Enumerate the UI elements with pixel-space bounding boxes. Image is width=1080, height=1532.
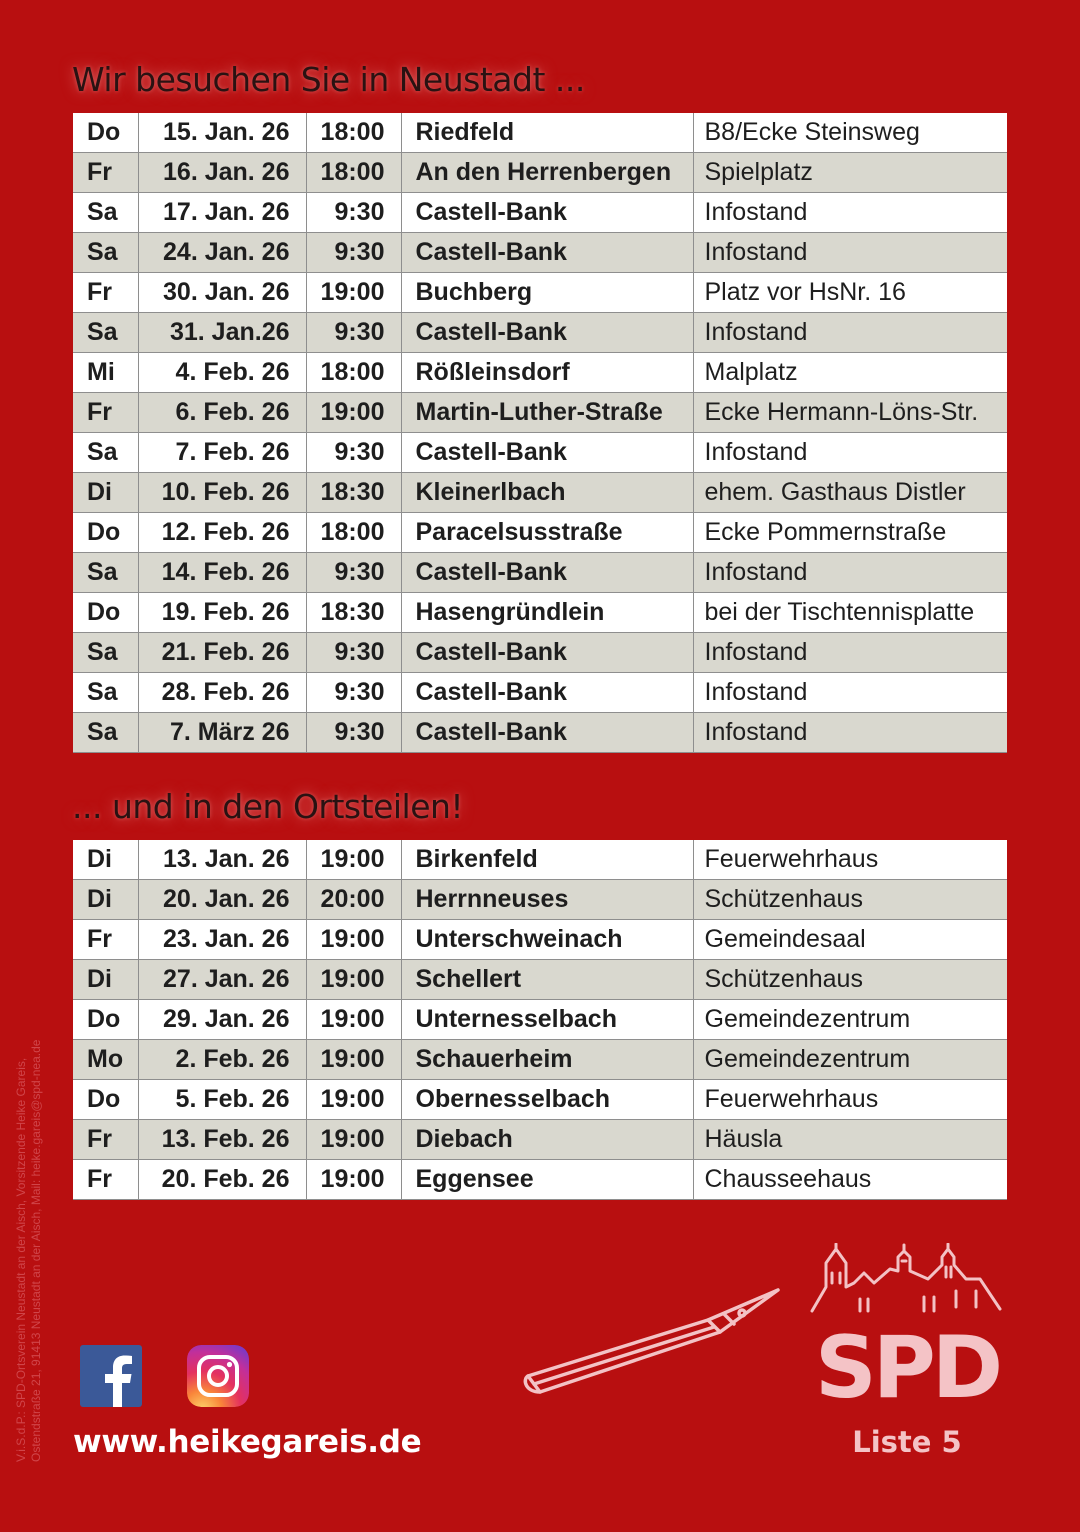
time-cell: 19:00 bbox=[306, 960, 401, 1000]
place-cell: Häusla bbox=[693, 1120, 1007, 1160]
time-cell: 9:30 bbox=[306, 633, 401, 673]
heading-neustadt: Wir besuchen Sie in Neustadt ... bbox=[72, 60, 585, 99]
day-cell: Do bbox=[73, 113, 138, 153]
facebook-icon[interactable] bbox=[80, 1345, 142, 1407]
date-cell: 21. Feb. 26 bbox=[138, 633, 306, 673]
table-row bbox=[73, 1040, 1007, 1080]
place-cell: Chausseehaus bbox=[693, 1160, 1007, 1200]
facebook-logo bbox=[80, 1345, 142, 1407]
pen-icon bbox=[520, 1280, 790, 1410]
time-cell: 19:00 bbox=[306, 1000, 401, 1040]
location-cell: Schellert bbox=[401, 960, 693, 1000]
schedule-table-neustadt bbox=[73, 113, 1007, 753]
date-cell: 31. Jan.26 bbox=[138, 313, 306, 353]
location-cell: Castell-Bank bbox=[401, 193, 693, 233]
location-cell: Castell-Bank bbox=[401, 313, 693, 353]
time-cell: 18:00 bbox=[306, 113, 401, 153]
day-cell: Sa bbox=[73, 433, 138, 473]
location-cell: Unterschweinach bbox=[401, 920, 693, 960]
instagram-logo bbox=[187, 1345, 249, 1407]
day-cell: Di bbox=[73, 960, 138, 1000]
day-cell: Do bbox=[73, 1000, 138, 1040]
location-cell: Unternesselbach bbox=[401, 1000, 693, 1040]
location-cell: Kleinerlbach bbox=[401, 473, 693, 513]
table-row bbox=[73, 880, 1007, 920]
day-cell: Sa bbox=[73, 553, 138, 593]
place-cell: Infostand bbox=[693, 673, 1007, 713]
place-cell: Malplatz bbox=[693, 353, 1007, 393]
location-cell: Eggensee bbox=[401, 1160, 693, 1200]
date-cell: 5. Feb. 26 bbox=[138, 1080, 306, 1120]
date-cell: 13. Feb. 26 bbox=[138, 1120, 306, 1160]
place-cell: Infostand bbox=[693, 553, 1007, 593]
imprint bbox=[14, 942, 44, 1462]
table-row bbox=[73, 433, 1007, 473]
time-cell: 19:00 bbox=[306, 1080, 401, 1120]
instagram-icon[interactable] bbox=[187, 1345, 249, 1407]
time-cell: 19:00 bbox=[306, 1160, 401, 1200]
location-cell: Castell-Bank bbox=[401, 233, 693, 273]
place-cell: Platz vor HsNr. 16 bbox=[693, 273, 1007, 313]
table-row bbox=[73, 1000, 1007, 1040]
place-cell: B8/Ecke Steinsweg bbox=[693, 113, 1007, 153]
time-cell: 9:30 bbox=[306, 713, 401, 753]
day-cell: Fr bbox=[73, 1120, 138, 1160]
date-cell: 4. Feb. 26 bbox=[138, 353, 306, 393]
place-cell: Gemeindezentrum bbox=[693, 1040, 1007, 1080]
place-cell: Ecke Hermann-Löns-Str. bbox=[693, 393, 1007, 433]
place-cell: Feuerwehrhaus bbox=[693, 1080, 1007, 1120]
time-cell: 9:30 bbox=[306, 433, 401, 473]
table-row bbox=[73, 313, 1007, 353]
location-cell: Paracelsusstraße bbox=[401, 513, 693, 553]
day-cell: Sa bbox=[73, 193, 138, 233]
day-cell: Do bbox=[73, 1080, 138, 1120]
place-cell: Infostand bbox=[693, 433, 1007, 473]
location-cell: An den Herrenbergen bbox=[401, 153, 693, 193]
date-cell: 17. Jan. 26 bbox=[138, 193, 306, 233]
date-cell: 12. Feb. 26 bbox=[138, 513, 306, 553]
date-cell: 16. Jan. 26 bbox=[138, 153, 306, 193]
table-row bbox=[73, 353, 1007, 393]
table-row bbox=[73, 193, 1007, 233]
location-cell: Buchberg bbox=[401, 273, 693, 313]
time-cell: 18:00 bbox=[306, 513, 401, 553]
day-cell: Mi bbox=[73, 353, 138, 393]
date-cell: 10. Feb. 26 bbox=[138, 473, 306, 513]
day-cell: Sa bbox=[73, 713, 138, 753]
time-cell: 18:00 bbox=[306, 353, 401, 393]
location-cell: Castell-Bank bbox=[401, 713, 693, 753]
date-cell: 7. Feb. 26 bbox=[138, 433, 306, 473]
location-cell: Riedfeld bbox=[401, 113, 693, 153]
day-cell: Sa bbox=[73, 233, 138, 273]
table-row bbox=[73, 593, 1007, 633]
heading-ortsteile: ... und in den Ortsteilen! bbox=[72, 787, 464, 826]
date-cell: 19. Feb. 26 bbox=[138, 593, 306, 633]
time-cell: 9:30 bbox=[306, 193, 401, 233]
schedule-body-neustadt bbox=[73, 113, 1007, 753]
table-row bbox=[73, 233, 1007, 273]
location-cell: Schauerheim bbox=[401, 1040, 693, 1080]
date-cell: 2. Feb. 26 bbox=[138, 1040, 306, 1080]
day-cell: Fr bbox=[73, 153, 138, 193]
time-cell: 18:30 bbox=[306, 593, 401, 633]
time-cell: 19:00 bbox=[306, 1040, 401, 1080]
day-cell: Di bbox=[73, 840, 138, 880]
date-cell: 28. Feb. 26 bbox=[138, 673, 306, 713]
table-row bbox=[73, 1080, 1007, 1120]
list-number: Liste 5 bbox=[852, 1425, 962, 1459]
table-row bbox=[73, 553, 1007, 593]
schedule-body-ortsteile bbox=[73, 840, 1007, 1200]
table-row bbox=[73, 920, 1007, 960]
table-row bbox=[73, 1120, 1007, 1160]
location-cell: Birkenfeld bbox=[401, 840, 693, 880]
date-cell: 27. Jan. 26 bbox=[138, 960, 306, 1000]
location-cell: Castell-Bank bbox=[401, 673, 693, 713]
place-cell: Schützenhaus bbox=[693, 960, 1007, 1000]
location-cell: Castell-Bank bbox=[401, 433, 693, 473]
place-cell: Spielplatz bbox=[693, 153, 1007, 193]
table-row bbox=[73, 1160, 1007, 1200]
town-skyline-icon bbox=[806, 1243, 1006, 1315]
date-cell: 30. Jan. 26 bbox=[138, 273, 306, 313]
location-cell: Obernesselbach bbox=[401, 1080, 693, 1120]
day-cell: Fr bbox=[73, 920, 138, 960]
schedule-table-ortsteile bbox=[73, 840, 1007, 1200]
day-cell: Mo bbox=[73, 1040, 138, 1080]
place-cell: Infostand bbox=[693, 713, 1007, 753]
imprint-line-2: Ostendstraße 21, 91413 Neustadt an der Aisch, Mail: heike.gareis@spd-nea.de bbox=[29, 1039, 43, 1462]
imprint-line-1: V.i.S.d.P.: SPD-Ortsverein Neustadt an der Aisch, Vorsitzende Heike Gareis, bbox=[14, 1057, 28, 1462]
time-cell: 18:00 bbox=[306, 153, 401, 193]
time-cell: 19:00 bbox=[306, 1120, 401, 1160]
location-cell: Hasengründlein bbox=[401, 593, 693, 633]
location-cell: Castell-Bank bbox=[401, 553, 693, 593]
place-cell: Infostand bbox=[693, 633, 1007, 673]
table-row bbox=[73, 633, 1007, 673]
time-cell: 19:00 bbox=[306, 920, 401, 960]
day-cell: Sa bbox=[73, 313, 138, 353]
place-cell: Infostand bbox=[693, 193, 1007, 233]
table-row bbox=[73, 713, 1007, 753]
spd-logo: SPD bbox=[814, 1318, 1000, 1418]
date-cell: 20. Jan. 26 bbox=[138, 880, 306, 920]
location-cell: Herrnneuses bbox=[401, 880, 693, 920]
place-cell: Infostand bbox=[693, 233, 1007, 273]
time-cell: 9:30 bbox=[306, 673, 401, 713]
day-cell: Fr bbox=[73, 393, 138, 433]
table-row bbox=[73, 473, 1007, 513]
place-cell: Infostand bbox=[693, 313, 1007, 353]
website-url[interactable]: www.heikegareis.de bbox=[73, 1424, 422, 1460]
location-cell: Diebach bbox=[401, 1120, 693, 1160]
place-cell: bei der Tischtennisplatte bbox=[693, 593, 1007, 633]
date-cell: 15. Jan. 26 bbox=[138, 113, 306, 153]
time-cell: 9:30 bbox=[306, 313, 401, 353]
date-cell: 13. Jan. 26 bbox=[138, 840, 306, 880]
time-cell: 18:30 bbox=[306, 473, 401, 513]
date-cell: 14. Feb. 26 bbox=[138, 553, 306, 593]
table-row bbox=[73, 153, 1007, 193]
place-cell: Ecke Pommernstraße bbox=[693, 513, 1007, 553]
place-cell: Gemeindezentrum bbox=[693, 1000, 1007, 1040]
day-cell: Fr bbox=[73, 1160, 138, 1200]
table-row bbox=[73, 513, 1007, 553]
day-cell: Sa bbox=[73, 633, 138, 673]
day-cell: Di bbox=[73, 473, 138, 513]
place-cell: ehem. Gasthaus Distler bbox=[693, 473, 1007, 513]
table-row bbox=[73, 960, 1007, 1000]
day-cell: Sa bbox=[73, 673, 138, 713]
table-row bbox=[73, 673, 1007, 713]
place-cell: Schützenhaus bbox=[693, 880, 1007, 920]
time-cell: 9:30 bbox=[306, 553, 401, 593]
time-cell: 19:00 bbox=[306, 273, 401, 313]
day-cell: Fr bbox=[73, 273, 138, 313]
table-row bbox=[73, 273, 1007, 313]
location-cell: Castell-Bank bbox=[401, 633, 693, 673]
table-row bbox=[73, 113, 1007, 153]
location-cell: Martin-Luther-Straße bbox=[401, 393, 693, 433]
time-cell: 19:00 bbox=[306, 393, 401, 433]
day-cell: Di bbox=[73, 880, 138, 920]
time-cell: 19:00 bbox=[306, 840, 401, 880]
table-row bbox=[73, 840, 1007, 880]
date-cell: 7. März 26 bbox=[138, 713, 306, 753]
place-cell: Gemeindesaal bbox=[693, 920, 1007, 960]
time-cell: 20:00 bbox=[306, 880, 401, 920]
date-cell: 6. Feb. 26 bbox=[138, 393, 306, 433]
date-cell: 29. Jan. 26 bbox=[138, 1000, 306, 1040]
table-row bbox=[73, 393, 1007, 433]
date-cell: 24. Jan. 26 bbox=[138, 233, 306, 273]
day-cell: Do bbox=[73, 513, 138, 553]
location-cell: Rößleinsdorf bbox=[401, 353, 693, 393]
place-cell: Feuerwehrhaus bbox=[693, 840, 1007, 880]
time-cell: 9:30 bbox=[306, 233, 401, 273]
date-cell: 20. Feb. 26 bbox=[138, 1160, 306, 1200]
day-cell: Do bbox=[73, 593, 138, 633]
date-cell: 23. Jan. 26 bbox=[138, 920, 306, 960]
